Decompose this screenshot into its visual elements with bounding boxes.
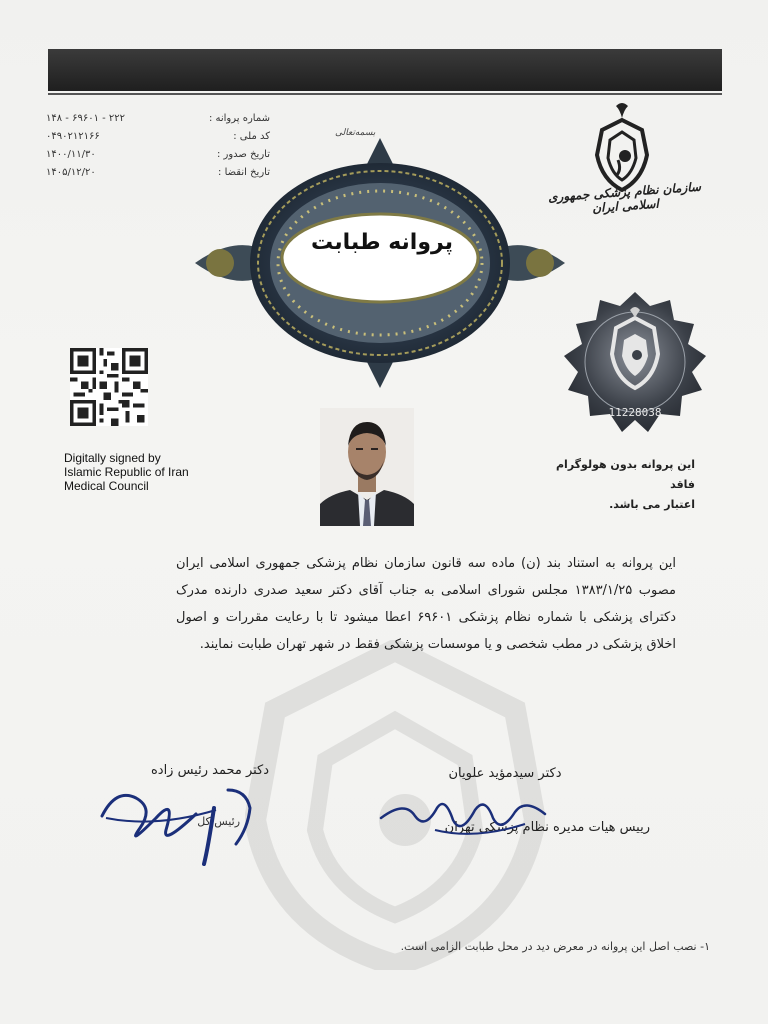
holder-photo	[320, 408, 414, 526]
signatory-left-title: رئیس کل	[197, 815, 240, 828]
digital-signature-line1: Digitally signed by	[64, 451, 161, 465]
organization-name: سازمان نظام پزشکی جمهوری اسلامی ایران	[547, 179, 702, 216]
issue-date-label: تاریخ صدور :	[216, 149, 270, 160]
hologram-note	[545, 455, 695, 515]
signatory-left-name: دکتر محمد رئیس زاده	[150, 763, 270, 778]
expiry-date-value: ۱۴۰۵/۱۲/۲۰	[46, 167, 96, 178]
signature-right	[375, 790, 575, 850]
qr-code	[70, 348, 148, 426]
expiry-date-label: تاریخ انقضا :	[218, 167, 270, 178]
header-bar	[48, 49, 722, 91]
national-code-value: ۰۴۹۰۲۱۲۱۶۶	[46, 131, 100, 142]
header-divider	[48, 93, 722, 95]
hologram-serial: 11228038	[608, 406, 662, 419]
medical-council-logo-icon	[592, 100, 652, 192]
bismillah: بسمه‌تعالی	[335, 128, 376, 138]
hologram-seal-icon	[556, 290, 714, 440]
digital-signature-text	[64, 451, 189, 493]
hologram-note-line1: این پروانه بدون هولوگرام فاقد	[555, 458, 695, 491]
digital-signature-line2: Islamic Republic of Iran	[64, 465, 189, 479]
document-title: پروانه طبابت	[311, 230, 453, 255]
license-number-value: ۲۲۲ - ۶۹۶۰۱ - ۱۴۸	[46, 113, 126, 124]
ornamental-frame	[190, 138, 570, 388]
digital-signature-line3: Medical Council	[64, 479, 149, 493]
footnote: ۱- نصب اصل این پروانه در معرض دید در محل طبابت الزامی است.	[400, 940, 710, 953]
license-values	[46, 110, 176, 182]
signature-left	[96, 768, 266, 868]
national-code-label: کد ملی :	[233, 131, 270, 142]
signatory-right-title: رییس هیات مدیره نظام پزشکی تهران	[444, 820, 650, 835]
signatory-right-name: دکتر سیدمؤید علویان	[448, 766, 562, 781]
hologram-note-line2: اعتبار می باشد.	[609, 498, 695, 511]
license-number-label: شماره پروانه :	[208, 113, 270, 124]
issue-date-value: ۱۴۰۰/۱۱/۳۰	[46, 149, 96, 160]
portrait-image	[320, 408, 414, 526]
license-body-text: این پروانه به استناد بند (ن) ماده سه قانون سازمان نظام پزشکی جمهوری اسلامی ایران مصوب ۱۳۸۳/۱/۲۵ مجلس شورای اسلامی به جناب آقای دکتر سعید صدری دارنده مدرک دکترای پزشکی با شماره نظام پزشکی ۶۹۶۰۱ اعطا میشود تا با رعایت مقررات و اصول اخلاق پزشکی در مطب شخصی و یا موسسات پزشکی فقط در شهر تهران طبابت نمایند.	[176, 556, 677, 652]
